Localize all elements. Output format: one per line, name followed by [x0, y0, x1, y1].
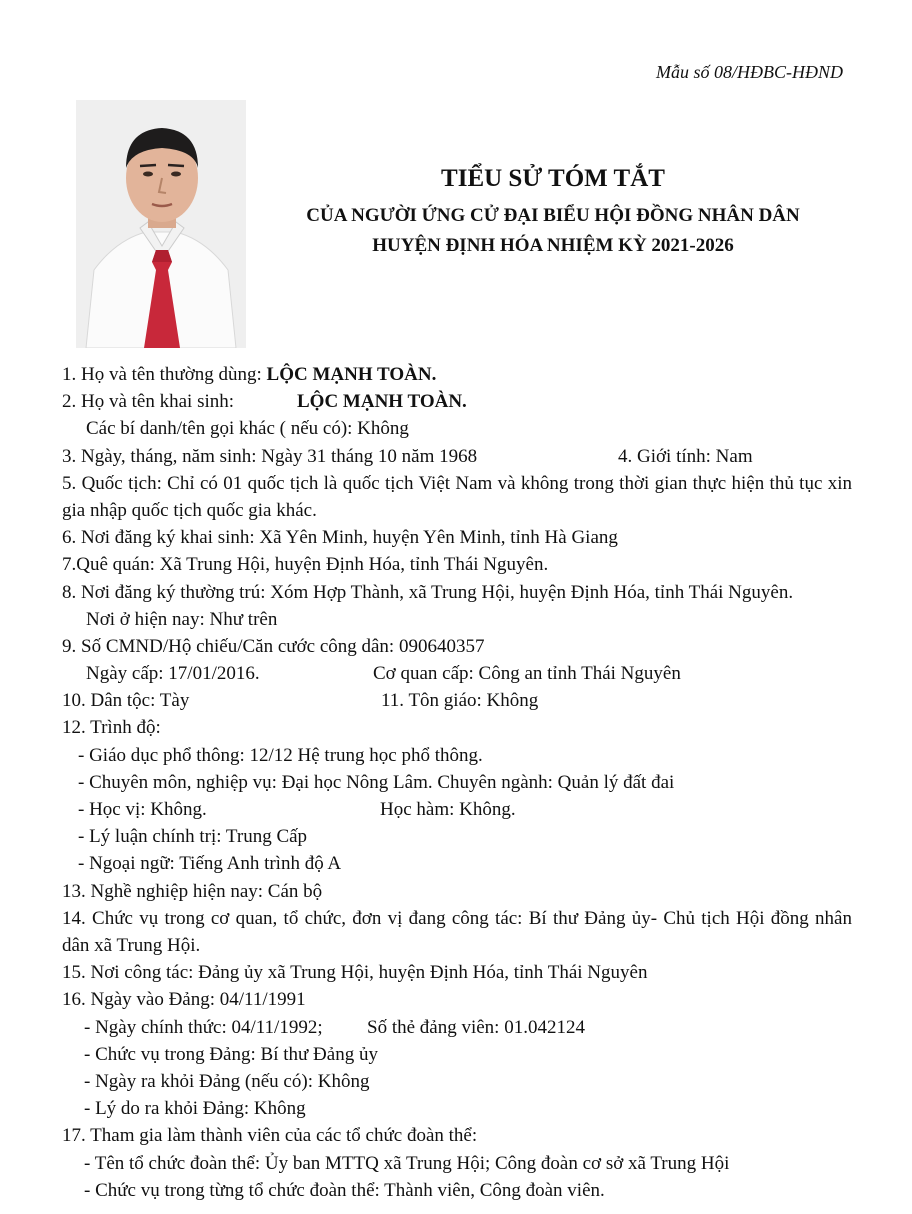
birth-name-value: LỘC MẠNH TOÀN.	[297, 391, 467, 413]
item-14-position: 14. Chức vụ trong cơ quan, tổ chức, đơn vị đang công tác: Bí thư Đảng ủy- Chủ tịch Hội đồng nhân dân xã Trung Hội.	[62, 907, 852, 956]
item-1	[62, 361, 852, 388]
item-17-organizations: 17. Tham gia làm thành viên của các tổ chức đoàn thể:	[62, 1125, 478, 1147]
form-code: Mẫu số 08/HĐBC-HĐND	[656, 62, 843, 82]
id-issue-date: Ngày cấp: 17/01/2016.	[86, 663, 260, 685]
document-subtitle-1: CỦA NGƯỜI ỨNG CỬ ĐẠI BIỂU HỘI ĐỒNG NHÂN DÂN	[306, 205, 800, 226]
current-residence: Nơi ở hiện nay: Như trên	[86, 608, 278, 630]
item-8-residence: 8. Nơi đăng ký thường trú: Xóm Hợp Thành, xã Trung Hội, huyện Định Hóa, tỉnh Thái Nguyên.	[62, 581, 794, 603]
religion: 11. Tôn giáo: Không	[381, 690, 539, 712]
item-12-education: 12. Trình độ:	[62, 717, 161, 739]
item-13-occupation: 13. Nghề nghiệp hiện nay: Cán bộ	[62, 880, 323, 902]
item-15-workplace: 15. Nơi công tác: Đảng ủy xã Trung Hội, huyện Định Hóa, tỉnh Thái Nguyên	[62, 962, 648, 984]
gender: 4. Giới tính: Nam	[618, 445, 753, 467]
item-5-nationality: 5. Quốc tịch: Chỉ có 01 quốc tịch là quốc tịch Việt Nam và không trong thời gian thực hiện thủ tục xin gia nhập quốc tịch quốc gia khác.	[62, 472, 852, 521]
biography-body	[62, 361, 852, 1204]
birth-date: 3. Ngày, tháng, năm sinh: Ngày 31 tháng 10 năm 1968	[62, 445, 478, 467]
item-10-11	[62, 687, 852, 714]
political-theory: - Lý luận chính trị: Trung Cấp	[78, 826, 308, 848]
foreign-language: - Ngoại ngữ: Tiếng Anh trình độ A	[78, 853, 342, 875]
organization-roles: - Chức vụ trong từng tổ chức đoàn thể: Thành viên, Công đoàn viên.	[84, 1179, 605, 1201]
item-9-id-number: 9. Số CMND/Hộ chiếu/Căn cước công dân: 090640357	[62, 635, 485, 657]
document-subtitle-2: HUYỆN ĐỊNH HÓA NHIỆM KỲ 2021-2026	[372, 235, 734, 256]
item-16-party-join-date: 16. Ngày vào Đảng: 04/11/1991	[62, 989, 306, 1011]
degree-line	[62, 796, 852, 823]
academic-title: Học hàm: Không.	[380, 799, 516, 821]
id-issue-agency: Cơ quan cấp: Công an tỉnh Thái Nguyên	[373, 663, 681, 685]
party-card-number: Số thẻ đảng viên: 01.042124	[367, 1016, 585, 1038]
official-membership-date: - Ngày chính thức: 04/11/1992;	[84, 1016, 323, 1038]
item-2-label: 2. Họ và tên khai sinh:	[62, 391, 235, 413]
item-1-label: 1. Họ và tên thường dùng:	[62, 364, 267, 385]
party-exit-date: - Ngày ra khỏi Đảng (nếu có): Không	[84, 1070, 370, 1092]
ethnicity: 10. Dân tộc: Tày	[62, 690, 190, 712]
id-issue-info	[62, 660, 852, 687]
common-name-value: LỘC MẠNH TOÀN.	[266, 364, 437, 385]
portrait-photo	[76, 100, 246, 348]
general-education: - Giáo dục phổ thông: 12/12 Hệ trung học phổ thông.	[78, 744, 483, 766]
item-3-4	[62, 443, 852, 470]
item-6-birth-registration: 6. Nơi đăng ký khai sinh: Xã Yên Minh, huyện Yên Minh, tỉnh Hà Giang	[62, 527, 618, 549]
alias-line: Các bí danh/tên gọi khác ( nếu có): Không	[86, 418, 409, 440]
academic-degree: - Học vị: Không.	[78, 799, 207, 821]
party-official-line	[62, 1014, 852, 1041]
organization-names: - Tên tổ chức đoàn thể: Ủy ban MTTQ xã Trung Hội; Công đoàn cơ sở xã Trung Hội	[84, 1152, 730, 1174]
portrait-image	[76, 100, 246, 348]
party-exit-reason: - Lý do ra khỏi Đảng: Không	[84, 1098, 306, 1120]
title-block	[258, 165, 848, 261]
specialization: - Chuyên môn, nghiệp vụ: Đại học Nông Lâm. Chuyên ngành: Quản lý đất đai	[78, 771, 675, 793]
item-2	[62, 388, 852, 415]
party-position: - Chức vụ trong Đảng: Bí thư Đảng ủy	[84, 1043, 378, 1065]
item-7-hometown: 7.Quê quán: Xã Trung Hội, huyện Định Hóa, tỉnh Thái Nguyên.	[62, 554, 549, 576]
document-title: TIỂU SỬ TÓM TẮT	[441, 165, 665, 192]
